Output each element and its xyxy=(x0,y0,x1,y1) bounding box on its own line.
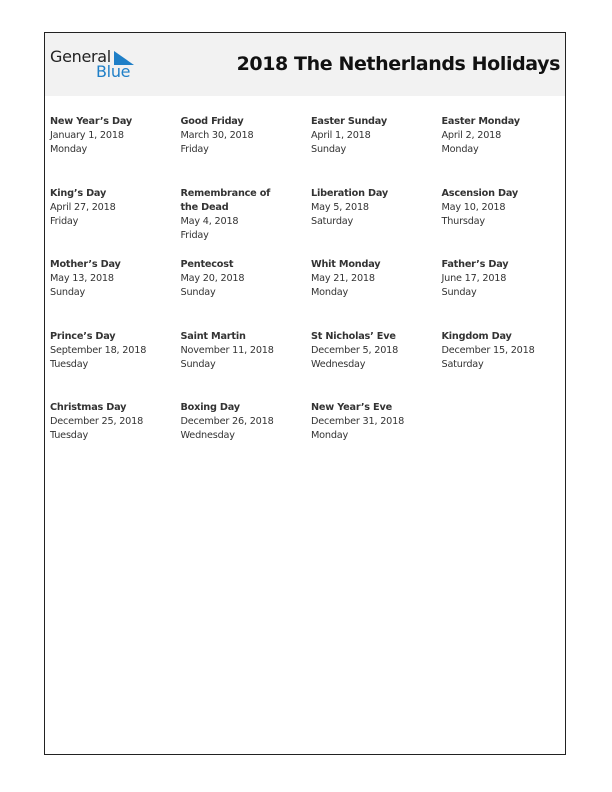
holiday-date: December 31, 2018 xyxy=(311,416,405,428)
holiday-name: Remembrance of the Dead xyxy=(180,187,271,213)
holiday-entry xyxy=(311,330,442,402)
generalblue-logo xyxy=(50,48,140,82)
holiday-grid xyxy=(50,115,570,473)
holiday-entry xyxy=(50,330,181,402)
holiday-weekday: Friday xyxy=(50,215,79,227)
holiday-name: Easter Sunday xyxy=(311,116,387,127)
holiday-date: December 26, 2018 xyxy=(180,416,274,428)
holiday-entry xyxy=(181,187,312,259)
holiday-date: April 1, 2018 xyxy=(311,130,371,142)
holiday-weekday: Sunday xyxy=(441,287,477,299)
page-frame xyxy=(44,32,566,755)
holiday-entry xyxy=(50,115,181,187)
holiday-date: September 18, 2018 xyxy=(50,344,147,356)
holiday-entry xyxy=(50,401,181,473)
holiday-name: Boxing Day xyxy=(180,402,240,413)
holiday-date: May 5, 2018 xyxy=(311,201,369,213)
holiday-date: March 30, 2018 xyxy=(180,130,254,142)
holiday-name: St Nicholas’ Eve xyxy=(311,330,396,342)
holiday-entry xyxy=(50,187,181,259)
holiday-date: April 27, 2018 xyxy=(50,201,116,213)
holiday-weekday: Wednesday xyxy=(311,358,366,370)
holiday-weekday: Sunday xyxy=(311,144,347,156)
holiday-entry xyxy=(181,401,312,473)
holiday-weekday: Sunday xyxy=(180,358,216,370)
holiday-weekday: Friday xyxy=(180,229,209,241)
holiday-weekday: Wednesday xyxy=(180,430,235,442)
holiday-date: January 1, 2018 xyxy=(50,130,124,142)
holiday-weekday: Thursday xyxy=(441,215,485,227)
holiday-name: Saint Martin xyxy=(180,330,246,342)
holiday-name: Kingdom Day xyxy=(441,330,512,342)
holiday-entry xyxy=(181,330,312,402)
holiday-name: Whit Monday xyxy=(311,259,381,270)
holiday-entry xyxy=(442,258,570,330)
holiday-date: December 5, 2018 xyxy=(311,344,399,356)
holiday-date: May 13, 2018 xyxy=(50,273,114,285)
holiday-name: Pentecost xyxy=(180,259,234,270)
holiday-date: June 17, 2018 xyxy=(441,273,507,285)
holiday-date: December 15, 2018 xyxy=(441,344,535,356)
holiday-name: Liberation Day xyxy=(311,187,388,199)
holiday-name: King’s Day xyxy=(50,187,107,199)
holiday-date: May 10, 2018 xyxy=(441,201,506,213)
holiday-date: May 21, 2018 xyxy=(311,273,375,285)
holiday-name: Christmas Day xyxy=(50,402,127,413)
holiday-date: December 25, 2018 xyxy=(50,416,144,428)
holiday-weekday: Monday xyxy=(50,144,88,156)
holiday-entry xyxy=(181,258,312,330)
header-band xyxy=(45,33,565,96)
holiday-entry xyxy=(50,258,181,330)
logo-word-general: General xyxy=(50,47,111,66)
holiday-weekday: Friday xyxy=(180,144,209,156)
holiday-date: November 11, 2018 xyxy=(180,344,274,356)
holiday-date: May 20, 2018 xyxy=(180,273,245,285)
holiday-weekday: Monday xyxy=(311,287,349,299)
holiday-entry xyxy=(442,330,570,402)
holiday-weekday: Sunday xyxy=(50,287,86,299)
holiday-name: Prince’s Day xyxy=(50,330,116,342)
document-title: 2018 The Netherlands Holidays xyxy=(236,53,560,75)
holiday-entry xyxy=(181,115,312,187)
holiday-entry xyxy=(311,115,442,187)
holiday-name: Father’s Day xyxy=(441,259,509,270)
holiday-weekday: Tuesday xyxy=(50,358,89,370)
holiday-name: New Year’s Day xyxy=(50,116,133,127)
holiday-date: April 2, 2018 xyxy=(441,130,502,142)
holiday-date: May 4, 2018 xyxy=(180,215,239,227)
holiday-weekday: Monday xyxy=(441,144,479,156)
holiday-name: Good Friday xyxy=(180,116,244,127)
holiday-weekday: Saturday xyxy=(311,215,354,227)
holiday-weekday: Tuesday xyxy=(50,430,89,442)
holiday-entry xyxy=(311,401,442,473)
holiday-entry xyxy=(311,187,442,259)
holiday-weekday: Monday xyxy=(311,430,349,442)
holiday-entry xyxy=(311,258,442,330)
holiday-name: Ascension Day xyxy=(441,187,518,199)
holiday-name: Mother’s Day xyxy=(50,259,121,270)
holiday-name: Easter Monday xyxy=(441,116,520,127)
holiday-entry xyxy=(442,115,570,187)
holiday-entry xyxy=(442,187,570,259)
holiday-weekday: Sunday xyxy=(180,287,216,299)
logo-word-blue: Blue xyxy=(96,62,131,81)
holiday-weekday: Saturday xyxy=(441,358,484,370)
holiday-name: New Year’s Eve xyxy=(311,402,392,413)
